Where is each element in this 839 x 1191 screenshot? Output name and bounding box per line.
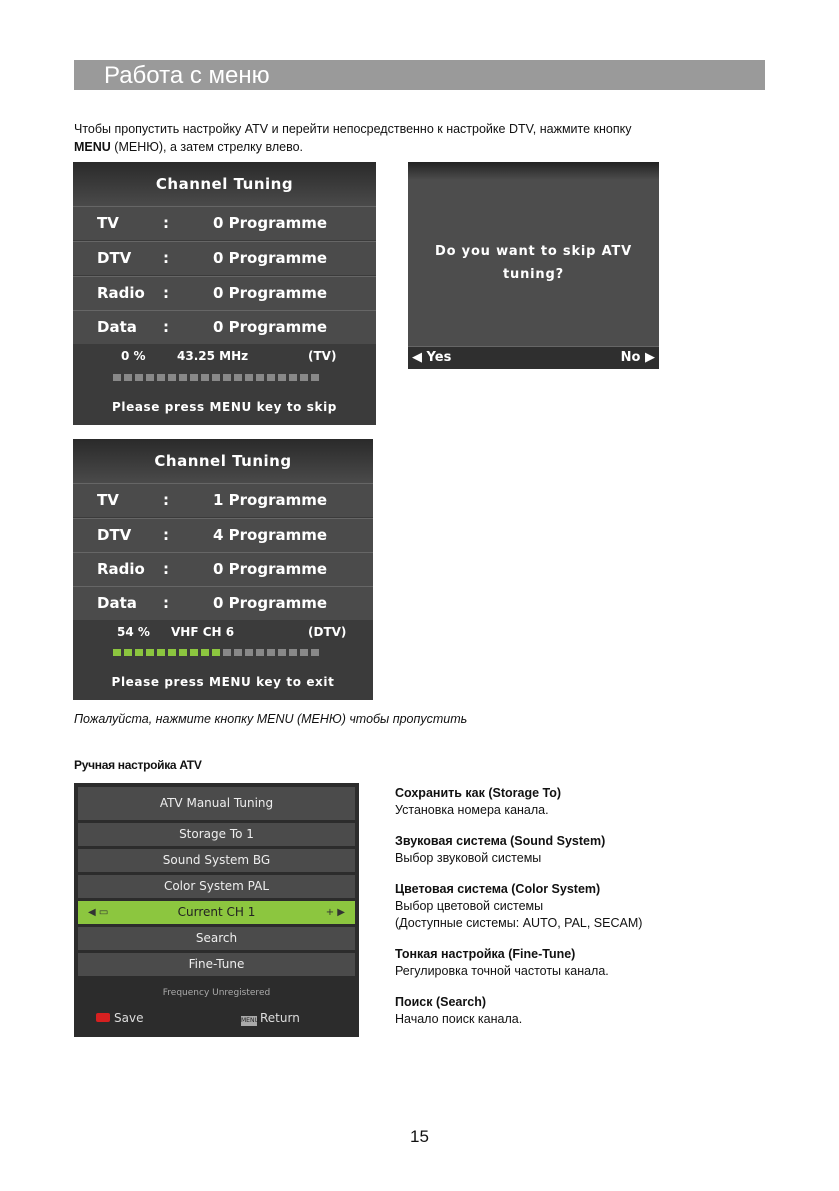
tuning-row-data [73, 310, 376, 344]
row-sep: : [163, 318, 169, 336]
desc-storage-to [395, 785, 785, 819]
progress-segment [267, 374, 275, 381]
desc-color-system [395, 881, 785, 932]
section-title: Работа с меню [104, 62, 270, 89]
progress-segment [146, 374, 154, 381]
tuning-mode: (TV) [308, 349, 337, 363]
progress-segment [300, 649, 308, 656]
progress-segment [223, 374, 231, 381]
menu-descriptions [395, 785, 785, 1042]
progress-segment [190, 374, 198, 381]
progress-segment [267, 649, 275, 656]
decrease-arrow-icon[interactable]: ◀ ▭ [88, 907, 109, 918]
menu-item-current-ch[interactable] [78, 901, 355, 924]
progress-segment [256, 649, 264, 656]
progress-segment [135, 649, 143, 656]
row-key: TV [97, 491, 119, 509]
progress-segment [201, 649, 209, 656]
progress-segment [278, 374, 286, 381]
progress-segment [179, 649, 187, 656]
dialog-top [408, 162, 659, 180]
tuning-row-dtv [73, 241, 376, 275]
tuning-progress-bar [113, 374, 319, 381]
row-value: 0 Programme [213, 284, 328, 302]
tuning-frequency: 43.25 MHz [177, 349, 249, 363]
desc-heading: Звуковая система (Sound System) [395, 834, 606, 848]
row-value: 1 Programme [213, 491, 328, 509]
intro-menu-key: MENU [74, 140, 111, 154]
tuning-frequency: VHF CH 6 [171, 625, 235, 639]
tuning-row-dtv [73, 518, 373, 552]
row-sep: : [163, 491, 169, 509]
skip-atv-dialog [408, 162, 659, 369]
progress-segment [223, 649, 231, 656]
tuning-row-tv [73, 483, 373, 517]
progress-segment [245, 374, 253, 381]
progress-segment [289, 374, 297, 381]
channel-tuning-title: Channel Tuning [73, 162, 376, 207]
dialog-question-line1: Do you want to skip ATV [435, 244, 632, 259]
manual-tuning-heading: Ручная настройка ATV [74, 758, 202, 772]
tuning-row-radio [73, 552, 373, 586]
row-key: Radio [97, 560, 145, 578]
progress-segment [113, 649, 121, 656]
progress-segment [157, 649, 165, 656]
row-key: DTV [97, 526, 132, 544]
right-arrow-icon: ▶ [645, 350, 655, 365]
menu-item-search[interactable]: Search [78, 927, 355, 950]
progress-segment [179, 374, 187, 381]
desc-line: (Доступные системы: AUTO, PAL, SECAM) [395, 916, 643, 930]
menu-item-storage-to[interactable]: Storage To 1 [78, 823, 355, 846]
progress-segment [135, 374, 143, 381]
left-arrow-icon: ◀ [412, 350, 422, 365]
frequency-note: Frequency Unregistered [162, 988, 271, 998]
record-icon [96, 1013, 110, 1022]
no-label: No [620, 350, 641, 365]
progress-segment [289, 649, 297, 656]
desc-line: Начало поиск канала. [395, 1012, 523, 1026]
desc-line: Выбор цветовой системы [395, 899, 544, 913]
return-button[interactable] [241, 1011, 300, 1026]
row-sep: : [163, 560, 169, 578]
channel-tuning-screen-2 [73, 439, 373, 700]
desc-line: Выбор звуковой системы [395, 851, 542, 865]
page-number: 15 [410, 1127, 429, 1146]
row-key: Radio [97, 284, 145, 302]
row-key: DTV [97, 249, 132, 267]
progress-segment [124, 649, 132, 656]
dialog-question-line2: tuning? [503, 267, 564, 282]
yes-label: Yes [426, 350, 452, 365]
menu-item-color-system[interactable]: Color System PAL [78, 875, 355, 898]
section-title-bar [74, 60, 765, 90]
dialog-footer [408, 346, 659, 369]
return-label: Return [260, 1011, 300, 1025]
menu-item-sound-system[interactable]: Sound System BG [78, 849, 355, 872]
row-key: Data [97, 594, 137, 612]
desc-line: Установка номера канала. [395, 803, 549, 817]
row-value: 0 Programme [213, 214, 328, 232]
tuning-percent: 0 % [121, 349, 146, 363]
progress-segment [113, 374, 121, 381]
progress-segment [157, 374, 165, 381]
desc-heading: Цветовая система (Color System) [395, 882, 601, 896]
desc-search [395, 994, 785, 1028]
dialog-question [418, 240, 649, 286]
menu-item-fine-tune[interactable]: Fine-Tune [78, 953, 355, 976]
channel-tuning-title: Channel Tuning [73, 439, 373, 484]
row-sep: : [163, 214, 169, 232]
tuning-row-tv [73, 206, 376, 240]
increase-arrow-icon[interactable]: + ▶ [325, 907, 345, 918]
yes-option[interactable] [412, 347, 451, 369]
progress-segment [311, 649, 319, 656]
intro-line1: Чтобы пропустить настройку ATV и перейти непосредственно к настройке DTV, нажмите кнопку [74, 122, 632, 136]
progress-segment [234, 374, 242, 381]
tuning-row-data [73, 586, 373, 620]
row-sep: : [163, 284, 169, 302]
desc-heading: Тонкая настройка (Fine-Tune) [395, 947, 576, 961]
progress-segment [278, 649, 286, 656]
row-value: 0 Programme [213, 318, 328, 336]
row-key: Data [97, 318, 137, 336]
atv-manual-tuning-menu [74, 783, 359, 1037]
tuning-mode: (DTV) [308, 625, 347, 639]
atv-menu-title: ATV Manual Tuning [78, 787, 355, 820]
progress-segment [212, 374, 220, 381]
progress-segment [311, 374, 319, 381]
desc-fine-tune [395, 946, 785, 980]
tuning-row-radio [73, 276, 376, 310]
desc-line: Регулировка точной частоты канала. [395, 964, 609, 978]
tuning-percent: 54 % [117, 625, 150, 639]
progress-segment [234, 649, 242, 656]
tuning-message: Please press MENU key to skip [112, 400, 337, 414]
progress-segment [201, 374, 209, 381]
row-value: 0 Programme [213, 560, 328, 578]
row-sep: : [163, 526, 169, 544]
progress-segment [124, 374, 132, 381]
desc-heading: Сохранить как (Storage To) [395, 786, 562, 800]
progress-segment [146, 649, 154, 656]
channel-tuning-screen-1 [73, 162, 376, 425]
save-button[interactable] [96, 1011, 143, 1025]
current-ch-label: Current CH 1 [177, 905, 256, 919]
progress-segment [212, 649, 220, 656]
no-option[interactable] [621, 347, 655, 369]
intro-line2: (МЕНЮ), а затем стрелку влево. [110, 140, 304, 154]
row-sep: : [163, 594, 169, 612]
desc-heading: Поиск (Search) [395, 995, 487, 1009]
intro-paragraph [74, 120, 774, 156]
skip-caption: Пожалуйста, нажмите кнопку MENU (МЕНЮ) чтобы пропустить [74, 712, 468, 726]
tuning-message: Please press MENU key to exit [111, 675, 335, 689]
progress-segment [300, 374, 308, 381]
menu-key-icon: MENU [241, 1017, 259, 1024]
row-sep: : [163, 249, 169, 267]
progress-segment [245, 649, 253, 656]
progress-segment [168, 649, 176, 656]
row-value: 0 Programme [213, 594, 328, 612]
row-key: TV [97, 214, 119, 232]
save-label: Save [114, 1011, 144, 1025]
progress-segment [168, 374, 176, 381]
tuning-progress-bar [113, 649, 319, 656]
progress-segment [256, 374, 264, 381]
row-value: 0 Programme [213, 249, 328, 267]
desc-sound-system [395, 833, 785, 867]
row-value: 4 Programme [213, 526, 328, 544]
progress-segment [190, 649, 198, 656]
